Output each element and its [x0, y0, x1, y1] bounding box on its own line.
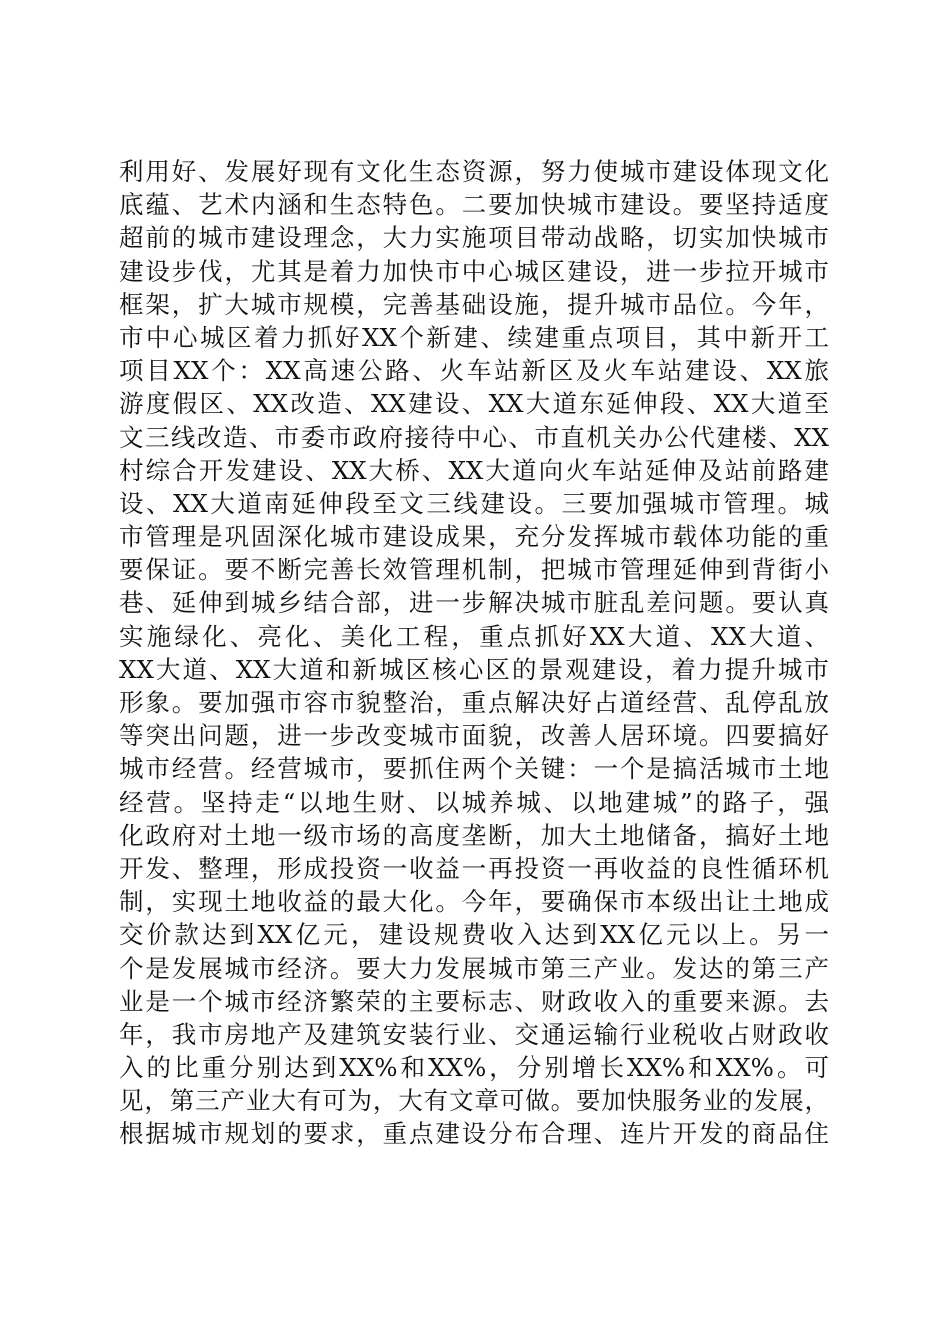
text-line: 巷、延伸到城乡结合部，进一步解决城市脏乱差问题。要认真 [119, 588, 829, 618]
text-line: 实施绿化、亮化、美化工程，重点抓好XX大道、XX大道、 [119, 621, 829, 651]
body-text [119, 155, 829, 1151]
text-line: 业是一个城市经济繁荣的主要标志、财政收入的重要来源。去 [119, 986, 829, 1016]
text-line: 等突出问题，进一步改变城市面貌，改善人居环境。四要搞好 [119, 721, 829, 751]
text-line: 市管理是巩固深化城市建设成果，充分发挥城市载体功能的重 [119, 522, 829, 552]
text-line: 见，第三产业大有可为，大有文章可做。要加快服务业的发展， [119, 1086, 829, 1116]
text-line: 经营。坚持走“以地生财、以城养城、以地建城”的路子，强 [119, 787, 829, 817]
text-line: 设、XX大道南延伸段至文三线建设。三要加强城市管理。城 [119, 488, 829, 518]
text-line: 市中心城区着力抓好XX个新建、续建重点项目，其中新开工 [119, 322, 829, 352]
text-line: 根据城市规划的要求，重点建设分布合理、连片开发的商品住 [119, 1119, 829, 1149]
text-line: 城市经营。经营城市，要抓住两个关键：一个是搞活城市土地 [119, 754, 829, 784]
text-line: 利用好、发展好现有文化生态资源，努力使城市建设体现文化 [119, 157, 829, 186]
text-line: 村综合开发建设、XX大桥、XX大道向火车站延伸及站前路建 [119, 455, 829, 485]
text-line: 入的比重分别达到XX%和XX%，分别增长XX%和XX%。可 [119, 1053, 829, 1083]
text-line: 化政府对土地一级市场的高度垄断，加大土地储备，搞好土地 [119, 820, 829, 850]
text-line: 形象。要加强市容市貌整治，重点解决好占道经营、乱停乱放 [119, 688, 829, 717]
text-line: 要保证。要不断完善长效管理机制，把城市管理延伸到背街小 [119, 555, 829, 585]
text-line: 框架，扩大城市规模，完善基础设施，提升城市品位。今年， [119, 289, 829, 319]
text-line: 制，实现土地收益的最大化。今年，要确保市本级出让土地成 [119, 887, 829, 917]
text-line: XX大道、XX大道和新城区核心区的景观建设，着力提升城市 [119, 654, 829, 684]
text-line: 项目XX个：XX高速公路、火车站新区及火车站建设、XX旅 [119, 356, 829, 386]
text-line: 年，我市房地产及建筑安装行业、交通运输行业税收占财政收 [119, 1019, 829, 1049]
text-line: 开发、整理，形成投资一收益一再投资一再收益的良性循环机 [119, 853, 829, 883]
text-line: 超前的城市建设理念，大力实施项目带动战略，切实加快城市 [119, 223, 829, 253]
text-line: 游度假区、XX改造、XX建设、XX大道东延伸段、XX大道至 [119, 389, 829, 419]
text-line: 交价款达到XX亿元，建设规费收入达到XX亿元以上。另一 [119, 920, 829, 950]
text-line: 文三线改造、市委市政府接待中心、市直机关办公代建楼、XX [119, 422, 829, 452]
text-line: 底蕴、艺术内涵和生态特色。二要加快城市建设。要坚持适度 [119, 190, 829, 220]
text-line: 个是发展城市经济。要大力发展城市第三产业。发达的第三产 [119, 953, 829, 983]
text-line: 建设步伐，尤其是着力加快市中心城区建设，进一步拉开城市 [119, 256, 829, 286]
